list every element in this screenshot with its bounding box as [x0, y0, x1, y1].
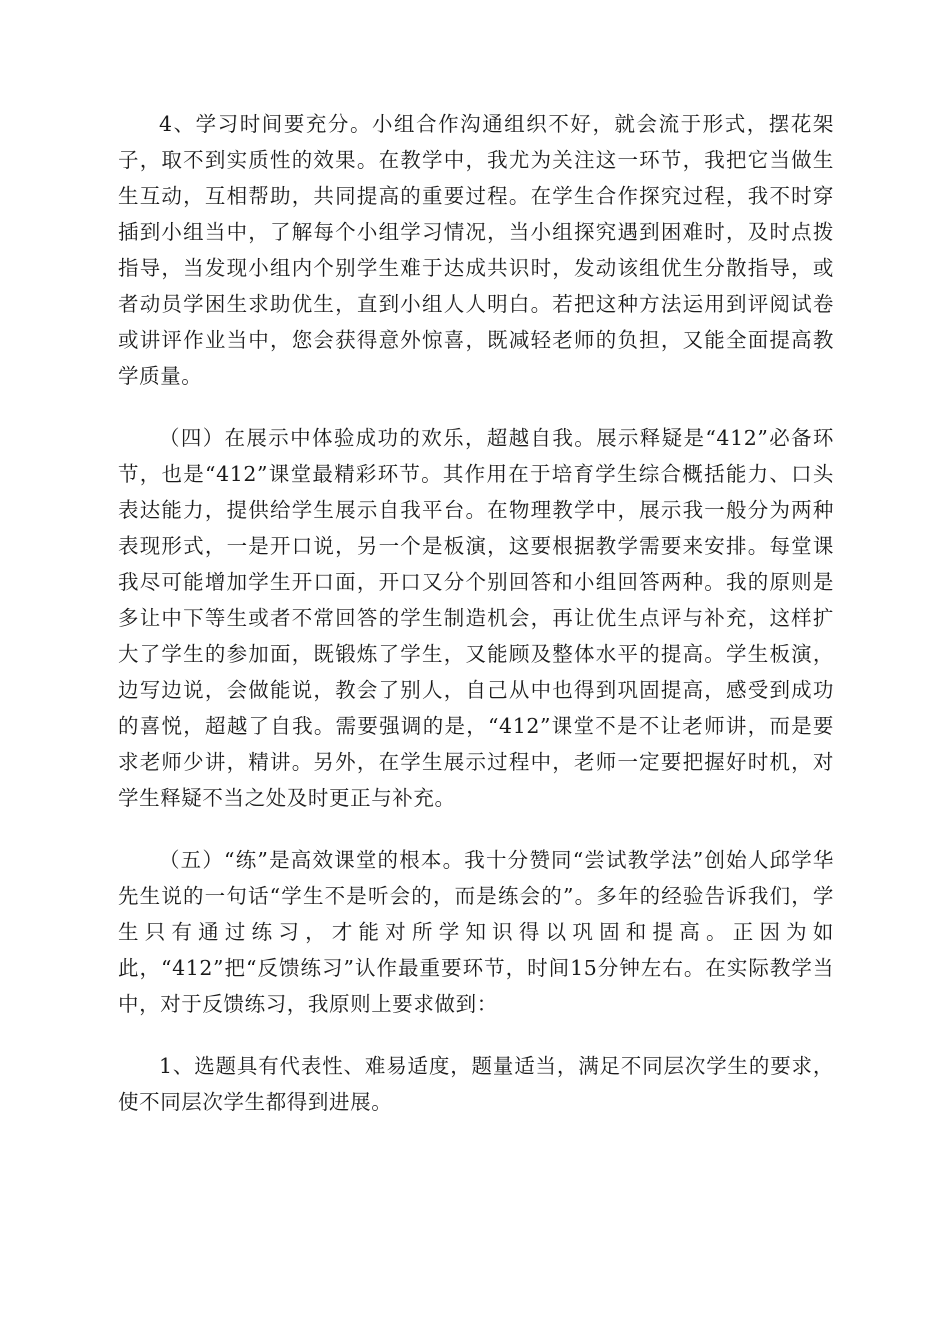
- paragraph-item-one: 1、选题具有代表性、难易适度，题量适当，满足不同层次学生的要求，使不同层次学生都得到进展。: [118, 1054, 834, 1114]
- paragraph-section-four: （四）在展示中体验成功的欢乐，超越自我。展示释疑是“412”必备环节，也是“412”课堂最精彩环节。其作用在于培育学生综合概括能力、口头表达能力，提供给学生展示自我平台。在物理教学中，展示我一般分为两种表现形式，一是开口说，另一个是板演，这要根据教学需要来安排。每堂课我尽可能增加学生开口面，开口又分个别回答和小组回答两种。我的原则是多让中下等生或者不常回答的学生制造机会，再让优生点评与补充，这样扩大了学生的参加面，既锻炼了学生，又能顾及整体水平的提高。学生板演，边写边说，会做能说，教会了别人，自己从中也得到巩固提高，感受到成功的喜悦，超越了自我。需要强调的是，“412”课堂不是不让老师讲，而是要求老师少讲，精讲。另外，在学生展示过程中，老师一定要把握好时机，对学生释疑不当之处及时更正与补充。: [118, 426, 834, 810]
- paragraph-study-time: 4、学习时间要充分。小组合作沟通组织不好，就会流于形式，摆花架子，取不到实质性的效果。在教学中，我尤为关注这一环节，我把它当做生生互动，互相帮助，共同提高的重要过程。在学生合作探究过程，我不时穿插到小组当中，了解每个小组学习情况，当小组探究遇到困难时，及时点拨指导，当发现小组内个别学生难于达成共识时，发动该组优生分散指导，或者动员学困生求助优生，直到小组人人明白。若把这种方法运用到评阅试卷或讲评作业当中，您会获得意外惊喜，既减轻老师的负担，又能全面提高教学质量。: [118, 112, 834, 388]
- document-body: [118, 106, 834, 1146]
- paragraph-section-five: （五）“练”是高效课堂的根本。我十分赞同“尝试教学法”创始人邱学华先生说的一句话“学生不是听会的，而是练会的”。多年的经验告诉我们，学生只有通过练习，才能对所学知识得以巩固和提高。正因为如此，“412”把“反馈练习”认作最重要环节，时间15分钟左右。在实际教学当中，对于反馈练习，我原则上要求做到：: [118, 848, 834, 1016]
